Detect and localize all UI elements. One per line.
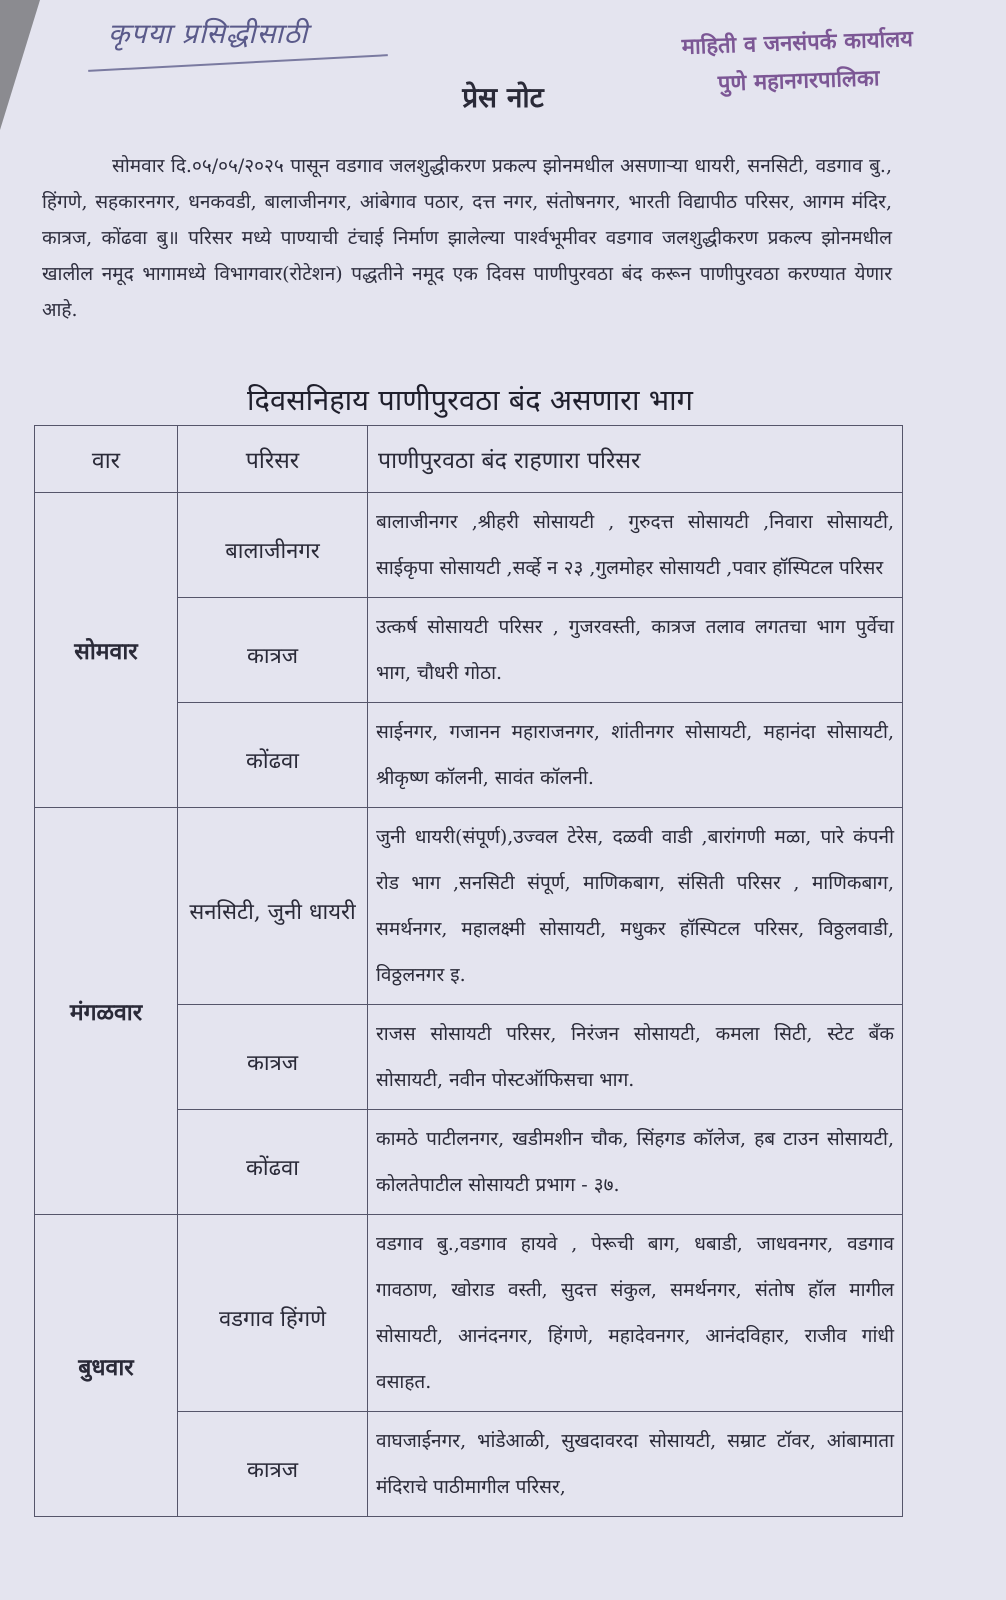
table-row — [35, 1215, 903, 1412]
stamp-line-2: पुणे महानगरपालिका — [717, 65, 880, 97]
schedule-table — [34, 425, 903, 1517]
area-cell: कात्रज — [178, 1005, 368, 1110]
detail-cell: राजस सोसायटी परिसर, निरंजन सोसायटी, कमला सिटी, स्टेट बँक सोसायटी, नवीन पोस्टऑफिसचा भाग. — [368, 1005, 903, 1110]
area-cell: कोंढवा — [178, 703, 368, 808]
stamp-line-1: माहिती व जनसंपर्क कार्यालय — [681, 25, 914, 61]
handwritten-underline — [88, 54, 388, 72]
detail-cell: वाघजाईनगर, भांडेआळी, सुखदावरदा सोसायटी, सम्राट टॉवर, आंबामाता मंदिराचे पाठीमागील परिसर, — [368, 1412, 903, 1517]
header-detail: पाणीपुरवठा बंद राहणारा परिसर — [368, 426, 903, 493]
table-header-row — [35, 426, 903, 493]
detail-cell: वडगाव बु.,वडगाव हायवे , पेरूची बाग, धबाडी, जाधवनगर, वडगाव गावठाण, खोराड वस्ती, सुदत्त संकुल, समर्थनगर, संतोष हॉल मागील सोसायटी, आनंदनगर, हिंगणे, महादेवनगर, आनंदविहार, राजीव गांधी वसाहत. — [368, 1215, 903, 1412]
area-cell: वडगाव हिंगणे — [178, 1215, 368, 1412]
day-cell: बुधवार — [35, 1215, 178, 1517]
detail-cell: बालाजीनगर ,श्रीहरी सोसायटी , गुरुदत्त सोसायटी ,निवारा सोसायटी, साईकृपा सोसायटी ,सर्व्हे न २३ ,गुलमोहर सोसायटी ,पवार हॉस्पिटल परिसर — [368, 493, 903, 598]
detail-cell: उत्कर्ष सोसायटी परिसर , गुजरवस्ती, कात्रज तलाव लगतचा भाग पुर्वेचा भाग, चौधरी गोठा. — [368, 598, 903, 703]
header-area: परिसर — [178, 426, 368, 493]
area-cell: कोंढवा — [178, 1110, 368, 1215]
detail-cell: साईनगर, गजानन महाराजनगर, शांतीनगर सोसायटी, महानंदा सोसायटी, श्रीकृष्ण कॉलनी, सावंत कॉलनी. — [368, 703, 903, 808]
header-day: वार — [35, 426, 178, 493]
detail-cell: जुनी धायरी(संपूर्ण),उज्वल टेरेस, दळवी वाडी ,बारांगणी मळा, पारे कंपनी रोड भाग ,सनसिटी संपूर्ण, माणिकबाग, संसिती परिसर , माणिकबाग, समर्थनगर, महालक्ष्मी सोसायटी, मधुकर हॉस्पिटल परिसर, विठ्ठलवाडी, विठ्ठलनगर इ. — [368, 808, 903, 1005]
handwritten-note: कृपया प्रसिद्धीसाठी — [108, 17, 309, 50]
table-row — [35, 493, 903, 598]
area-cell: सनसिटी, जुनी धायरी — [178, 808, 368, 1005]
day-cell: मंगळवार — [35, 808, 178, 1215]
area-cell: कात्रज — [178, 1412, 368, 1517]
document-title: प्रेस नोट — [462, 81, 544, 114]
intro-paragraph: सोमवार दि.०५/०५/२०२५ पासून वडगाव जलशुद्धीकरण प्रकल्प झोनमधील असणाऱ्या धायरी, सनसिटी, वडगाव बु., हिंगणे, सहकारनगर, धनकवडी, बालाजीनगर, आंबेगाव पठार, दत्त नगर, संतोषनगर, भारती विद्यापीठ परिसर, आगम मंदिर, कात्रज, कोंढवा बु॥ परिसर मध्ये पाण्याची टंचाई निर्माण झालेल्या पार्श्वभूमीवर वडगाव जलशुद्धीकरण प्रकल्प झोनमधील खालील नमूद भागामध्ये विभागवार(रोटेशन) पद्धतीने नमूद एक दिवस पाणीपुरवठा बंद करून पाणीपुरवठा करण्यात येणार आहे. — [42, 155, 892, 321]
table-title: दिवसनिहाय पाणीपुरवठा बंद असणारा भाग — [247, 383, 693, 417]
area-cell: कात्रज — [178, 598, 368, 703]
area-cell: बालाजीनगर — [178, 493, 368, 598]
day-cell: सोमवार — [35, 493, 178, 808]
table-row — [35, 808, 903, 1005]
detail-cell: कामठे पाटीलनगर, खडीमशीन चौक, सिंहगड कॉलेज, हब टाउन सोसायटी, कोलतेपाटील सोसायटी प्रभाग - ३७. — [368, 1110, 903, 1215]
